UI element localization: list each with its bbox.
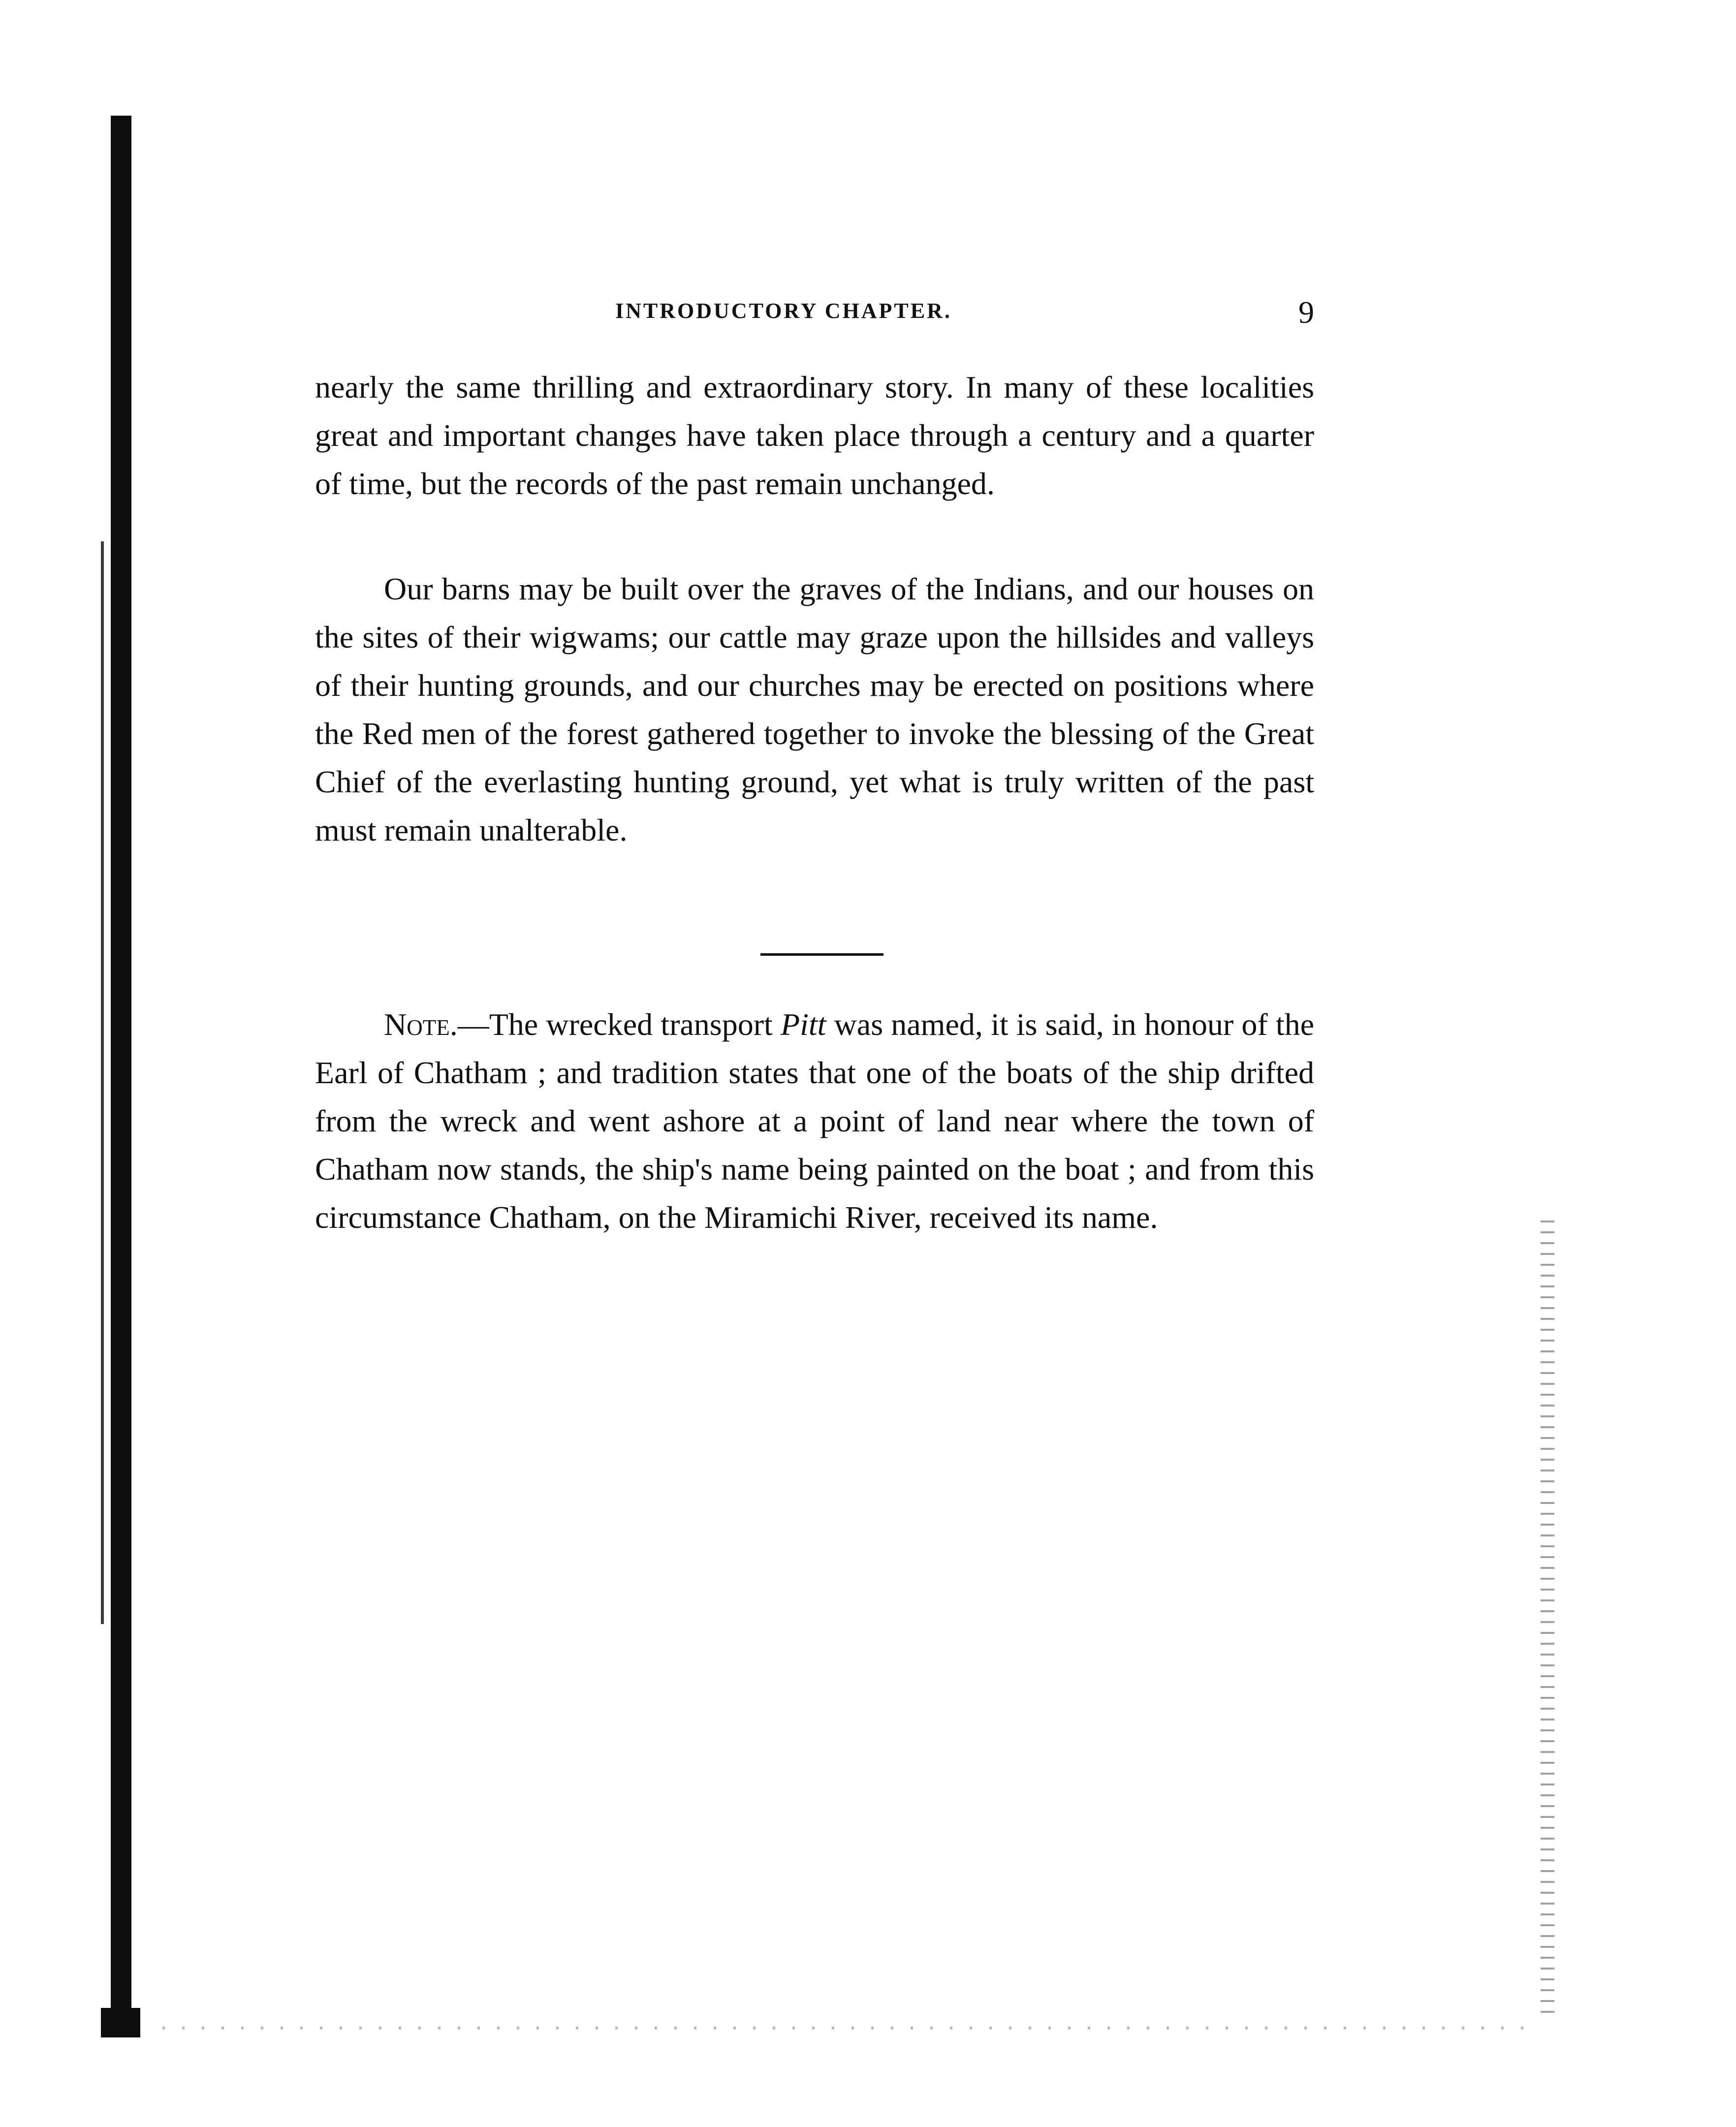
ship-name-italic: Pitt: [780, 1007, 826, 1042]
note-label: Note.: [384, 1007, 458, 1042]
running-title: INTRODUCTORY CHAPTER.: [615, 299, 952, 323]
binding-edge: [111, 116, 131, 2035]
body-paragraph-2: Our barns may be built over the graves of the Indians, and our houses on the sites of their wigwams; our cattle may graze upon the hillsides and valleys of their hunting grounds, and our churches may be erected on positions where the Red men of the forest gathered together to invoke the blessing of the Great Chief of the everlasting hunting ground, yet what is truly written of the past must remain unalterable.: [315, 571, 1314, 847]
scan-bottom-noise: [162, 2027, 1531, 2030]
footnote: [315, 1001, 1314, 1242]
note-text-start: The wrecked transport: [489, 1007, 781, 1042]
binding-edge-foot: [101, 2008, 140, 2037]
scan-edge-noise: [1541, 1220, 1554, 2018]
running-head: [315, 294, 1314, 329]
binding-shadow-line: [101, 541, 104, 1624]
body-paragraph-1: nearly the same thrilling and extraordinary story. In many of these localities great and important changes have taken place through a century and a quarter of time, but the records of the past remain unchanged.: [315, 370, 1314, 501]
section-divider: [760, 953, 884, 956]
page-number: 9: [1298, 295, 1314, 330]
note-text-end: was named, it is said, in honour of the Earl of Chatham ; and tradition states that one of the boats of the ship drifted from the wreck and went ashore at a point of land near where the town of Chatham now stands, the ship's name being painted on the boat ; and from this circumstance Chatham, on the Miramichi River, received its name.: [315, 1007, 1315, 1235]
note-dash: —: [457, 1007, 489, 1042]
